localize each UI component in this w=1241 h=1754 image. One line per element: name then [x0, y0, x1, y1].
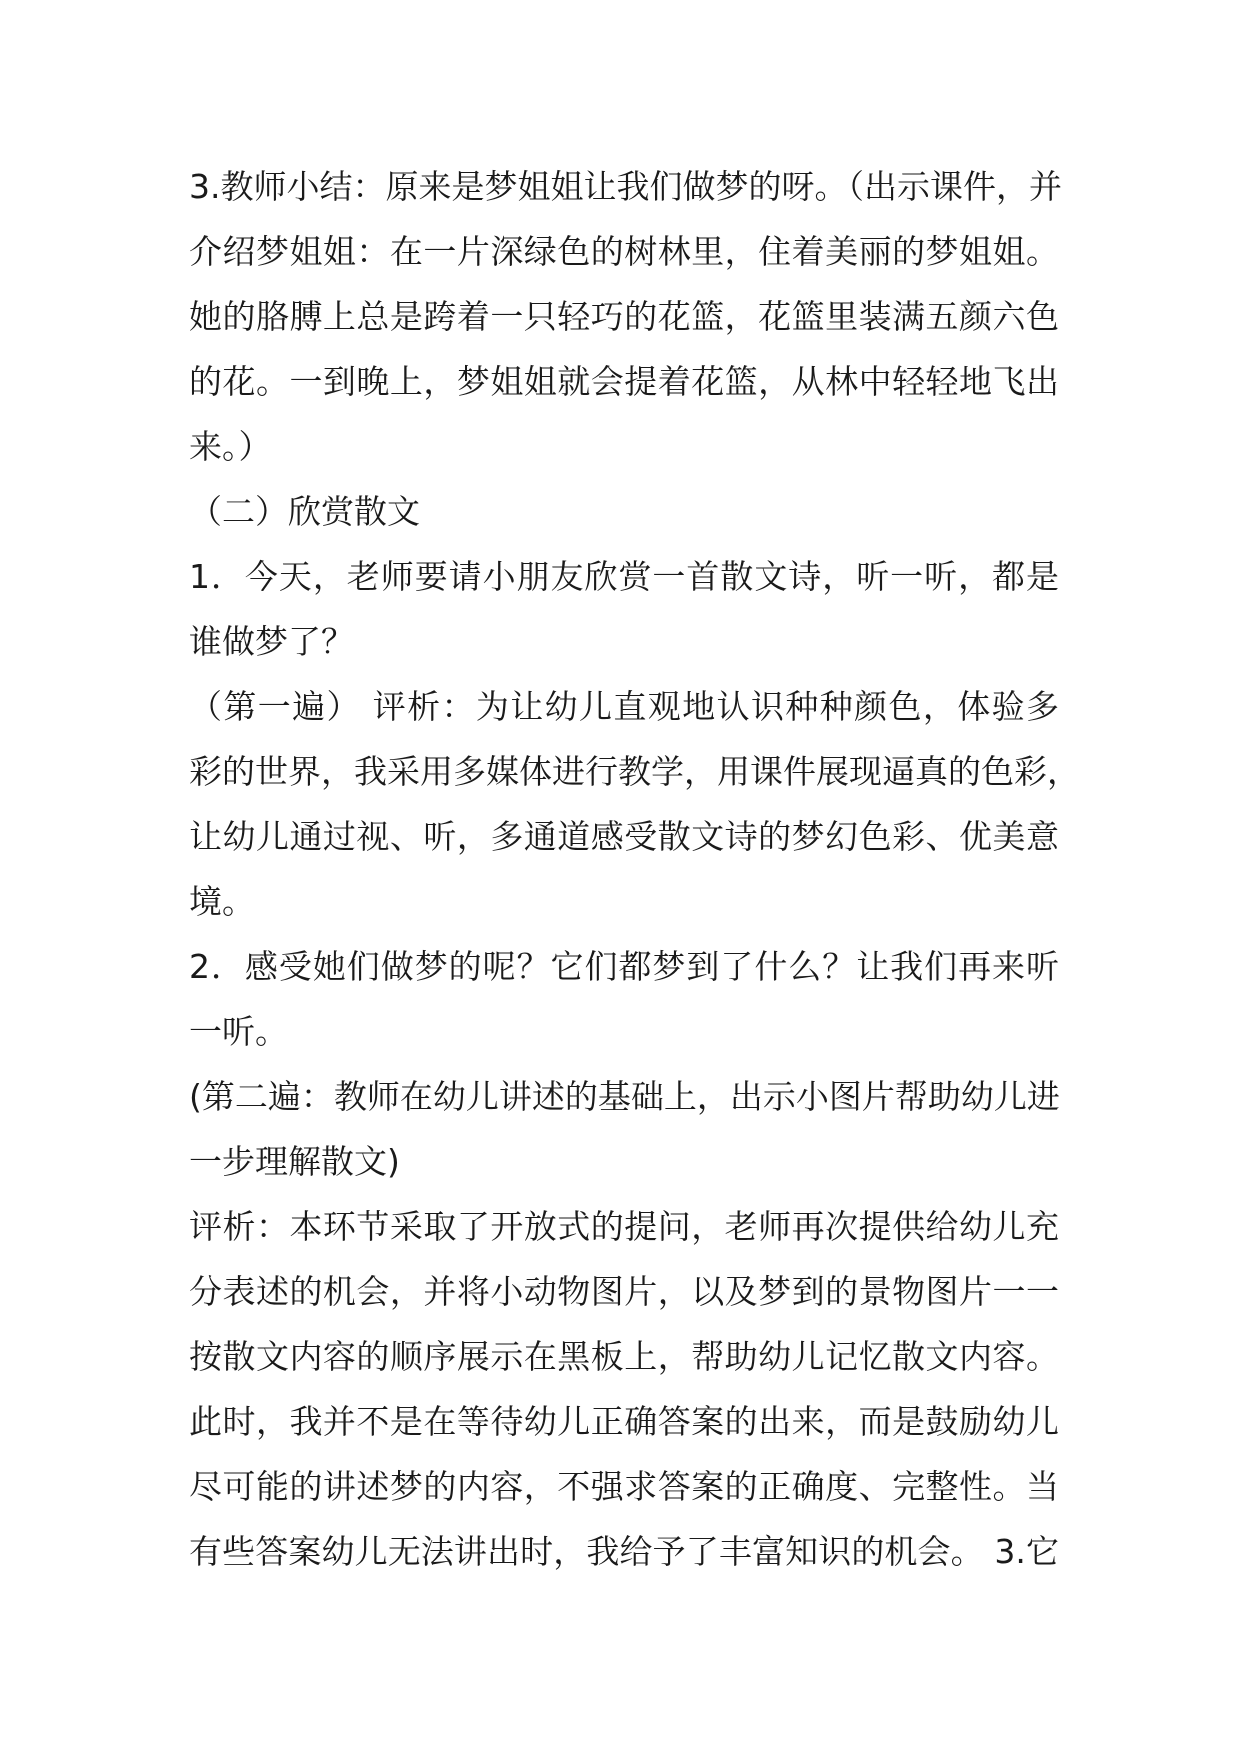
paragraph-line: 2．感受她们做梦的呢？它们都梦到了什么？让我们再来听 [189, 947, 1059, 986]
paragraph-line: 1．今天，老师要请小朋友欣赏一首散文诗，听一听，都是 [189, 557, 1059, 596]
paragraph-line: 此时，我并不是在等待幼儿正确答案的出来，而是鼓励幼儿 [189, 1402, 1059, 1441]
paragraph-line: (第二遍：教师在幼儿讲述的基础上，出示小图片帮助幼儿进 [189, 1077, 1060, 1116]
paragraph-line: 分表述的机会，并将小动物图片，以及梦到的景物图片一一 [189, 1272, 1059, 1311]
paragraph-line: （第一遍） 评析：为让幼儿直观地认识种种颜色，体验多 [189, 687, 1059, 726]
paragraph-line: 境。 [189, 882, 255, 921]
section-heading: （二）欣赏散文 [189, 492, 420, 531]
paragraph-line: 她的胳膊上总是跨着一只轻巧的花篮，花篮里装满五颜六色 [189, 297, 1059, 336]
paragraph-line: 按散文内容的顺序展示在黑板上，帮助幼儿记忆散文内容。 [189, 1337, 1059, 1376]
paragraph-line: 来。） [189, 427, 272, 466]
paragraph-line: 让幼儿通过视、听，多通道感受散文诗的梦幻色彩、优美意 [189, 817, 1059, 856]
paragraph-line: 彩的世界，我采用多媒体进行教学，用课件展现逼真的色彩， [189, 752, 1080, 791]
document-body [189, 154, 1080, 1584]
paragraph-line: 尽可能的讲述梦的内容，不强求答案的正确度、完整性。当 [189, 1467, 1059, 1506]
paragraph-line: 的花。一到晚上，梦姐姐就会提着花篮，从林中轻轻地飞出 [189, 362, 1059, 401]
paragraph-line: 一听。 [189, 1012, 288, 1051]
paragraph-line: 3.教师小结：原来是梦姐姐让我们做梦的呀。（出示课件，并 [189, 167, 1062, 206]
paragraph-line: 评析：本环节采取了开放式的提问，老师再次提供给幼儿充 [189, 1207, 1059, 1246]
paragraph-line: 谁做梦了？ [189, 622, 354, 661]
paragraph-line: 有些答案幼儿无法讲出时，我给予了丰富知识的机会。 3.它 [189, 1532, 1059, 1571]
paragraph-line: 介绍梦姐姐：在一片深绿色的树林里，住着美丽的梦姐姐。 [189, 232, 1059, 271]
paragraph-line: 一步理解散文) [189, 1142, 400, 1181]
